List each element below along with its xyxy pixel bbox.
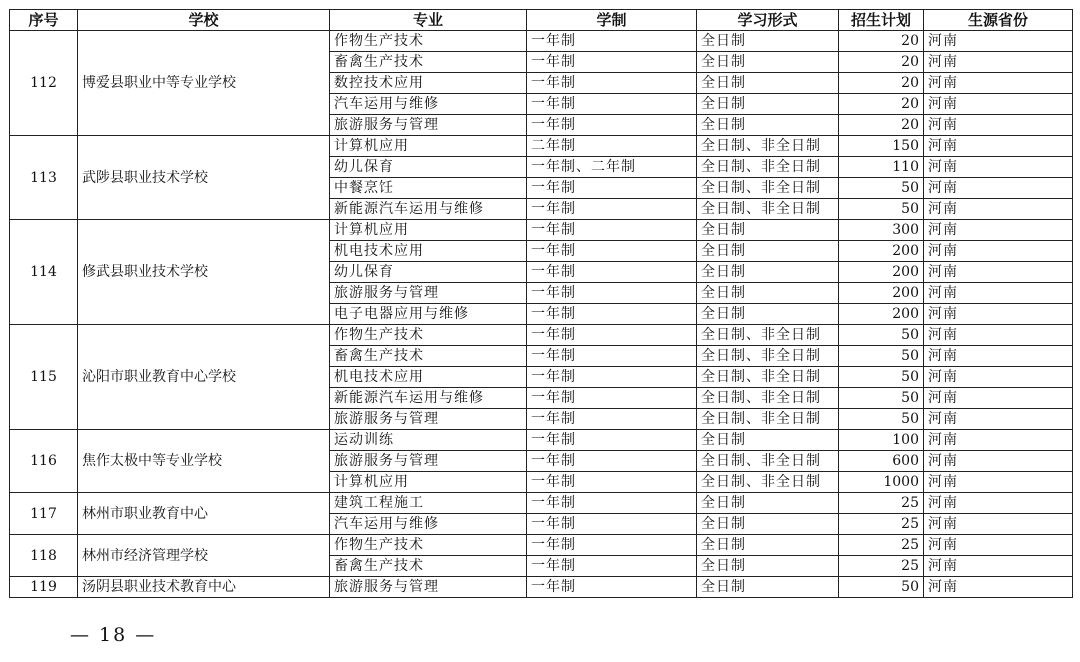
- cell-province: 河南: [924, 493, 1073, 514]
- cell-duration: 一年制: [527, 493, 697, 514]
- cell-duration: 一年制: [527, 31, 697, 52]
- cell-province: 河南: [924, 367, 1073, 388]
- cell-seq: 112: [10, 31, 78, 136]
- cell-seq: 113: [10, 136, 78, 220]
- cell-major: 计算机应用: [330, 472, 527, 493]
- cell-enrollment-plan: 50: [839, 199, 924, 220]
- cell-major: 运动训练: [330, 430, 527, 451]
- cell-study-mode: 全日制、非全日制: [697, 178, 839, 199]
- cell-duration: 一年制: [527, 346, 697, 367]
- cell-enrollment-plan: 25: [839, 493, 924, 514]
- cell-major: 旅游服务与管理: [330, 577, 527, 598]
- cell-enrollment-plan: 25: [839, 535, 924, 556]
- cell-duration: 二年制: [527, 136, 697, 157]
- cell-major: 数控技术应用: [330, 73, 527, 94]
- cell-province: 河南: [924, 472, 1073, 493]
- table-row: [10, 493, 1073, 514]
- cell-province: 河南: [924, 73, 1073, 94]
- cell-study-mode: 全日制: [697, 220, 839, 241]
- cell-major: 幼儿保育: [330, 262, 527, 283]
- cell-major: 汽车运用与维修: [330, 514, 527, 535]
- cell-province: 河南: [924, 199, 1073, 220]
- cell-school-name: 修武县职业技术学校: [78, 220, 330, 325]
- cell-major: 作物生产技术: [330, 535, 527, 556]
- cell-study-mode: 全日制: [697, 73, 839, 94]
- header-study-mode: 学习形式: [697, 10, 839, 31]
- cell-enrollment-plan: 20: [839, 94, 924, 115]
- cell-province: 河南: [924, 31, 1073, 52]
- cell-major: 机电技术应用: [330, 241, 527, 262]
- cell-school-name: 博爱县职业中等专业学校: [78, 31, 330, 136]
- cell-duration: 一年制: [527, 178, 697, 199]
- cell-major: 旅游服务与管理: [330, 451, 527, 472]
- cell-seq: 118: [10, 535, 78, 577]
- cell-school-name: 焦作太极中等专业学校: [78, 430, 330, 493]
- cell-study-mode: 全日制: [697, 514, 839, 535]
- cell-enrollment-plan: 200: [839, 283, 924, 304]
- cell-study-mode: 全日制: [697, 304, 839, 325]
- cell-study-mode: 全日制、非全日制: [697, 472, 839, 493]
- cell-major: 畜禽生产技术: [330, 556, 527, 577]
- cell-province: 河南: [924, 577, 1073, 598]
- cell-enrollment-plan: 25: [839, 556, 924, 577]
- cell-province: 河南: [924, 220, 1073, 241]
- cell-enrollment-plan: 50: [839, 388, 924, 409]
- cell-major: 畜禽生产技术: [330, 346, 527, 367]
- cell-duration: 一年制: [527, 220, 697, 241]
- cell-study-mode: 全日制、非全日制: [697, 325, 839, 346]
- cell-study-mode: 全日制: [697, 430, 839, 451]
- cell-study-mode: 全日制、非全日制: [697, 157, 839, 178]
- cell-enrollment-plan: 150: [839, 136, 924, 157]
- cell-major: 新能源汽车运用与维修: [330, 199, 527, 220]
- cell-duration: 一年制: [527, 430, 697, 451]
- cell-province: 河南: [924, 136, 1073, 157]
- cell-enrollment-plan: 25: [839, 514, 924, 535]
- cell-school-name: 林州市经济管理学校: [78, 535, 330, 577]
- cell-study-mode: 全日制: [697, 283, 839, 304]
- cell-enrollment-plan: 50: [839, 367, 924, 388]
- cell-province: 河南: [924, 283, 1073, 304]
- cell-study-mode: 全日制、非全日制: [697, 136, 839, 157]
- cell-enrollment-plan: 200: [839, 262, 924, 283]
- cell-enrollment-plan: 20: [839, 31, 924, 52]
- cell-enrollment-plan: 20: [839, 73, 924, 94]
- cell-duration: 一年制: [527, 304, 697, 325]
- cell-duration: 一年制: [527, 262, 697, 283]
- cell-study-mode: 全日制、非全日制: [697, 409, 839, 430]
- cell-province: 河南: [924, 451, 1073, 472]
- cell-study-mode: 全日制: [697, 31, 839, 52]
- cell-duration: 一年制: [527, 325, 697, 346]
- header-school: 学校: [78, 10, 330, 31]
- header-seq: 序号: [10, 10, 78, 31]
- cell-study-mode: 全日制: [697, 262, 839, 283]
- cell-study-mode: 全日制: [697, 577, 839, 598]
- cell-study-mode: 全日制、非全日制: [697, 367, 839, 388]
- cell-duration: 一年制: [527, 73, 697, 94]
- cell-enrollment-plan: 50: [839, 178, 924, 199]
- table-row: [10, 535, 1073, 556]
- cell-enrollment-plan: 50: [839, 346, 924, 367]
- cell-study-mode: 全日制、非全日制: [697, 346, 839, 367]
- cell-study-mode: 全日制: [697, 493, 839, 514]
- cell-seq: 114: [10, 220, 78, 325]
- cell-major: 作物生产技术: [330, 31, 527, 52]
- cell-province: 河南: [924, 241, 1073, 262]
- cell-study-mode: 全日制: [697, 535, 839, 556]
- cell-study-mode: 全日制: [697, 115, 839, 136]
- cell-duration: 一年制: [527, 241, 697, 262]
- cell-enrollment-plan: 600: [839, 451, 924, 472]
- header-enrollment-plan: 招生计划: [839, 10, 924, 31]
- cell-major: 机电技术应用: [330, 367, 527, 388]
- table-row: [10, 31, 1073, 52]
- cell-duration: 一年制: [527, 556, 697, 577]
- cell-province: 河南: [924, 157, 1073, 178]
- cell-school-name: 林州市职业教育中心: [78, 493, 330, 535]
- table-row: [10, 325, 1073, 346]
- header-province: 生源省份: [924, 10, 1073, 31]
- cell-province: 河南: [924, 94, 1073, 115]
- cell-province: 河南: [924, 262, 1073, 283]
- cell-duration: 一年制: [527, 577, 697, 598]
- cell-school-name: 沁阳市职业教育中心学校: [78, 325, 330, 430]
- cell-duration: 一年制: [527, 367, 697, 388]
- cell-duration: 一年制: [527, 94, 697, 115]
- cell-study-mode: 全日制: [697, 52, 839, 73]
- table-row: [10, 136, 1073, 157]
- cell-province: 河南: [924, 52, 1073, 73]
- cell-major: 计算机应用: [330, 220, 527, 241]
- cell-school-name: 武陟县职业技术学校: [78, 136, 330, 220]
- enrollment-table: [9, 9, 1073, 598]
- cell-major: 幼儿保育: [330, 157, 527, 178]
- cell-province: 河南: [924, 178, 1073, 199]
- cell-seq: 119: [10, 577, 78, 598]
- cell-enrollment-plan: 1000: [839, 472, 924, 493]
- cell-study-mode: 全日制: [697, 94, 839, 115]
- cell-enrollment-plan: 200: [839, 304, 924, 325]
- cell-major: 汽车运用与维修: [330, 94, 527, 115]
- cell-study-mode: 全日制、非全日制: [697, 199, 839, 220]
- page-number: — 18 —: [70, 624, 157, 646]
- cell-enrollment-plan: 300: [839, 220, 924, 241]
- cell-school-name: 汤阴县职业技术教育中心: [78, 577, 330, 598]
- cell-major: 作物生产技术: [330, 325, 527, 346]
- table-row: [10, 577, 1073, 598]
- cell-major: 旅游服务与管理: [330, 115, 527, 136]
- cell-major: 电子电器应用与维修: [330, 304, 527, 325]
- cell-study-mode: 全日制、非全日制: [697, 451, 839, 472]
- cell-duration: 一年制: [527, 409, 697, 430]
- cell-province: 河南: [924, 556, 1073, 577]
- cell-major: 计算机应用: [330, 136, 527, 157]
- cell-seq: 115: [10, 325, 78, 430]
- cell-seq: 117: [10, 493, 78, 535]
- cell-province: 河南: [924, 430, 1073, 451]
- cell-duration: 一年制: [527, 52, 697, 73]
- cell-study-mode: 全日制: [697, 241, 839, 262]
- cell-enrollment-plan: 110: [839, 157, 924, 178]
- cell-enrollment-plan: 20: [839, 52, 924, 73]
- cell-duration: 一年制: [527, 388, 697, 409]
- cell-province: 河南: [924, 535, 1073, 556]
- cell-province: 河南: [924, 346, 1073, 367]
- cell-major: 旅游服务与管理: [330, 283, 527, 304]
- cell-duration: 一年制: [527, 199, 697, 220]
- cell-major: 旅游服务与管理: [330, 409, 527, 430]
- cell-major: 畜禽生产技术: [330, 52, 527, 73]
- table-header-row: [10, 10, 1073, 31]
- cell-study-mode: 全日制: [697, 556, 839, 577]
- table-row: [10, 430, 1073, 451]
- cell-major: 新能源汽车运用与维修: [330, 388, 527, 409]
- cell-province: 河南: [924, 325, 1073, 346]
- table-row: [10, 220, 1073, 241]
- cell-duration: 一年制: [527, 535, 697, 556]
- header-duration: 学制: [527, 10, 697, 31]
- table-body: [10, 31, 1073, 598]
- cell-enrollment-plan: 200: [839, 241, 924, 262]
- cell-enrollment-plan: 50: [839, 409, 924, 430]
- cell-major: 中餐烹饪: [330, 178, 527, 199]
- cell-enrollment-plan: 50: [839, 325, 924, 346]
- cell-duration: 一年制: [527, 283, 697, 304]
- cell-major: 建筑工程施工: [330, 493, 527, 514]
- cell-province: 河南: [924, 514, 1073, 535]
- cell-study-mode: 全日制、非全日制: [697, 388, 839, 409]
- cell-province: 河南: [924, 115, 1073, 136]
- cell-enrollment-plan: 100: [839, 430, 924, 451]
- cell-enrollment-plan: 50: [839, 577, 924, 598]
- cell-duration: 一年制: [527, 451, 697, 472]
- cell-duration: 一年制: [527, 115, 697, 136]
- cell-seq: 116: [10, 430, 78, 493]
- cell-province: 河南: [924, 388, 1073, 409]
- header-major: 专业: [330, 10, 527, 31]
- cell-duration: 一年制: [527, 514, 697, 535]
- cell-duration: 一年制、二年制: [527, 157, 697, 178]
- cell-enrollment-plan: 20: [839, 115, 924, 136]
- cell-province: 河南: [924, 409, 1073, 430]
- cell-province: 河南: [924, 304, 1073, 325]
- cell-duration: 一年制: [527, 472, 697, 493]
